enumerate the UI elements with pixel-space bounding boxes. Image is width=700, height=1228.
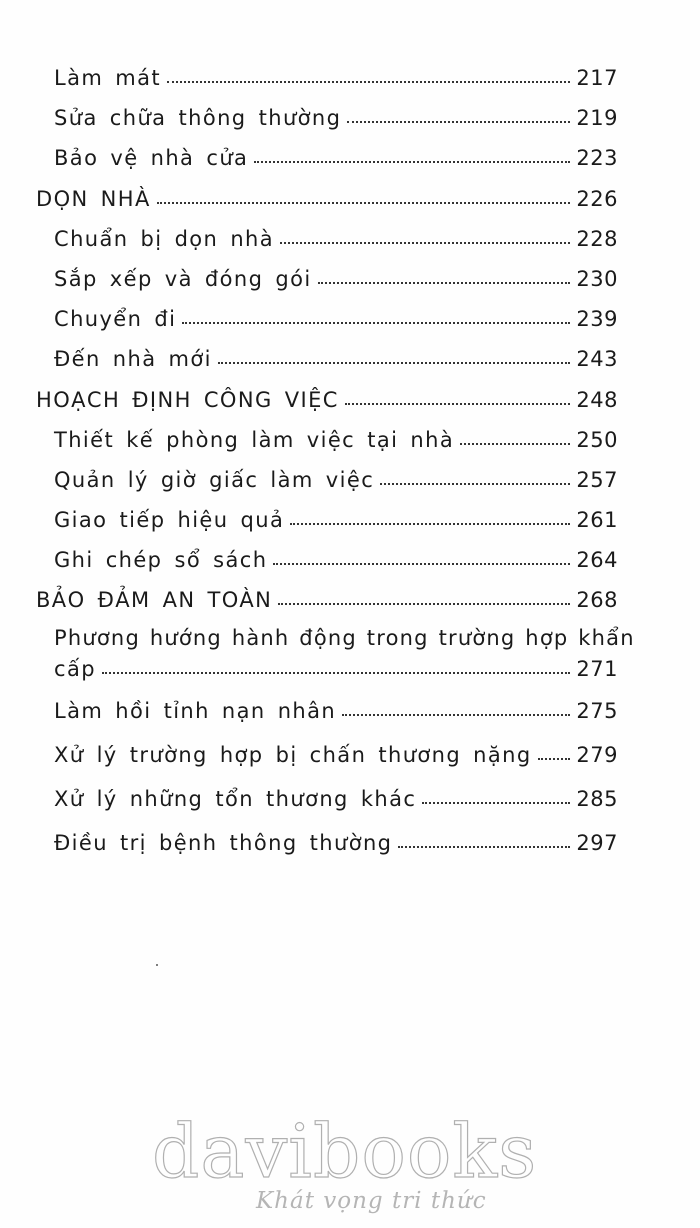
- dot-leader: [157, 201, 571, 204]
- toc-section[interactable]: [36, 181, 618, 221]
- toc-entry-label: Bảo vệ nhà cửa: [54, 146, 249, 171]
- toc-entry[interactable]: [36, 693, 618, 733]
- toc-entry[interactable]: [36, 301, 618, 341]
- toc-entry-label: Sửa chữa thông thường: [54, 106, 342, 131]
- toc-entry-page: 219: [576, 106, 618, 131]
- toc-entry[interactable]: [36, 60, 618, 100]
- toc-entry[interactable]: [36, 221, 618, 261]
- toc-entry-page: 230: [576, 266, 618, 291]
- toc-entry-page: 223: [576, 146, 618, 171]
- toc-entry-page: 264: [576, 548, 618, 573]
- toc-entry-label: Xử lý những tổn thương khác: [54, 787, 417, 811]
- dot-leader: [342, 713, 570, 716]
- toc-entry[interactable]: [36, 100, 618, 140]
- dot-leader: [422, 801, 570, 804]
- toc-entry-continuation: [54, 653, 618, 693]
- toc-entry[interactable]: [36, 140, 618, 180]
- dot-leader: [167, 80, 570, 83]
- toc-entry-label: Giao tiếp hiệu quả: [54, 508, 285, 533]
- toc-entry-multiline[interactable]: [36, 623, 635, 693]
- toc-section[interactable]: [36, 582, 618, 622]
- toc-section-page: 248: [576, 387, 618, 412]
- toc-entry[interactable]: [36, 542, 618, 582]
- toc-entry-page: 257: [576, 467, 618, 492]
- toc-entry[interactable]: [36, 502, 618, 542]
- toc-entry-label: Chuyển đi: [54, 307, 177, 332]
- dot-leader: [345, 402, 571, 405]
- dot-leader: [254, 160, 570, 163]
- toc-entry-page: 239: [576, 307, 618, 332]
- dot-leader: [398, 845, 570, 848]
- toc-entry-label: Chuẩn bị dọn nhà: [54, 226, 275, 251]
- stray-mark: [156, 964, 158, 966]
- toc-section-page: 268: [576, 588, 618, 613]
- dot-leader: [102, 671, 570, 674]
- toc-entry-label: Quản lý giờ giấc làm việc: [54, 467, 375, 492]
- toc-section-label: DỌN NHÀ: [36, 186, 151, 211]
- toc-entry-page: 275: [576, 698, 618, 723]
- toc-entry-page: 243: [576, 347, 618, 372]
- watermark-brand: davibooks: [152, 1109, 538, 1195]
- toc-entry[interactable]: [36, 737, 618, 777]
- dot-leader: [538, 757, 571, 760]
- toc-entry-label: Phương hướng hành động trong trường hợp khẩn: [54, 625, 635, 650]
- toc-entry[interactable]: [36, 422, 618, 462]
- toc-entry-page: 261: [576, 508, 618, 533]
- toc-entry-page: 297: [576, 831, 618, 856]
- toc-section-label: HOẠCH ĐỊNH CÔNG VIỆC: [36, 387, 339, 412]
- toc-entry[interactable]: [36, 261, 618, 301]
- toc-entry-page: 279: [576, 742, 618, 767]
- toc-entry-page: 271: [576, 656, 618, 681]
- dot-leader: [218, 361, 571, 364]
- watermark-tagline: Khát vọng tri thức: [256, 1188, 487, 1214]
- dot-leader: [280, 241, 570, 244]
- toc-entry-label: Xử lý trường hợp bị chấn thương nặng: [54, 742, 532, 767]
- toc-section-page: 226: [576, 186, 618, 211]
- toc-entry-page: 228: [576, 226, 618, 251]
- toc-entry-label: Ghi chép sổ sách: [54, 548, 268, 573]
- dot-leader: [290, 522, 570, 525]
- dot-leader: [273, 562, 570, 565]
- dot-leader: [347, 120, 570, 123]
- dot-leader: [278, 602, 570, 605]
- dot-leader: [182, 321, 570, 324]
- toc-entry-label: Sắp xếp và đóng gói: [54, 266, 312, 291]
- toc-entry-page: 217: [576, 66, 618, 90]
- table-of-contents: [36, 60, 635, 865]
- dot-leader: [380, 482, 570, 485]
- dot-leader: [460, 442, 570, 445]
- toc-entry-label: Đến nhà mới: [54, 347, 212, 372]
- toc-entry-label: Làm mát: [54, 66, 162, 90]
- toc-entry-label: Thiết kế phòng làm việc tại nhà: [54, 427, 455, 452]
- toc-section[interactable]: [36, 382, 618, 422]
- toc-entry[interactable]: [36, 341, 618, 381]
- toc-entry-label-cont: cấp: [54, 656, 96, 681]
- toc-section-label: BẢO ĐẢM AN TOÀN: [36, 588, 273, 613]
- toc-entry-label: Làm hồi tỉnh nạn nhân: [54, 698, 337, 723]
- dot-leader: [318, 281, 571, 284]
- toc-entry[interactable]: [36, 781, 618, 821]
- toc-entry-page: 250: [576, 427, 618, 452]
- toc-entry[interactable]: [36, 825, 618, 865]
- toc-entry-page: 285: [576, 787, 618, 811]
- toc-entry[interactable]: [36, 462, 618, 502]
- toc-entry-label: Điều trị bệnh thông thường: [54, 831, 393, 856]
